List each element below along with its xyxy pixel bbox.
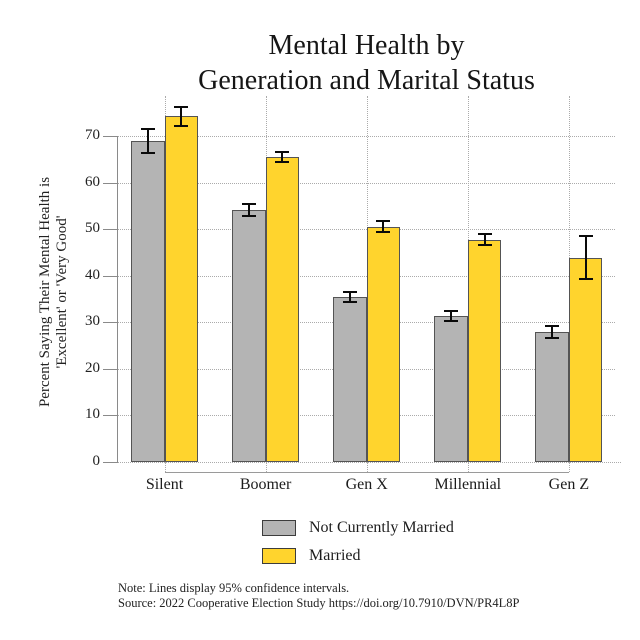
error-bar-cap-top (275, 151, 289, 153)
error-bar-cap-bottom (242, 215, 256, 217)
y-tick-label-10: 10 (85, 406, 100, 423)
x-tick-4 (569, 462, 570, 472)
x-tick-label-silent: Silent (145, 476, 184, 493)
error-bar-cap-top (141, 128, 155, 130)
y-tick-70 (103, 136, 118, 137)
legend (262, 520, 454, 576)
x-tick-label-millennial: Millennial (434, 476, 502, 493)
error-bar-cap-top (545, 325, 559, 327)
bar-not-currently-married-boomer (232, 210, 266, 462)
y-tick-label-20: 20 (85, 359, 100, 376)
error-bar-cap-bottom (478, 244, 492, 246)
error-bar-cap-top (174, 106, 188, 108)
y-tick-label-60: 60 (85, 173, 100, 190)
x-tick-0 (165, 462, 166, 472)
legend-swatch-not-married (262, 520, 296, 536)
error-bar-line (585, 236, 587, 279)
error-bar-cap-top (478, 233, 492, 235)
bar-married-gen-x (367, 227, 401, 462)
y-tick-label-0: 0 (92, 453, 100, 469)
y-tick-label-70: 70 (85, 127, 100, 144)
error-bar-cap-top (579, 235, 593, 237)
y-tick-40 (103, 276, 118, 277)
x-tick-1 (266, 462, 267, 472)
error-bar-cap-top (343, 291, 357, 293)
x-tick-label-gen-x: Gen X (345, 476, 388, 493)
y-tick-label-50: 50 (85, 220, 100, 237)
chart-title-line1: Mental Health by (268, 30, 465, 61)
error-bar-cap-top (242, 203, 256, 205)
error-bar-cap-bottom (376, 231, 390, 233)
bar-married-millennial (468, 240, 502, 462)
y-tick-10 (103, 415, 118, 416)
chart-title (118, 28, 615, 98)
bar-not-currently-married-millennial (434, 316, 468, 462)
x-tick-label-boomer: Boomer (239, 476, 292, 493)
y-tick-50 (103, 229, 118, 230)
error-bar-cap-bottom (579, 278, 593, 280)
error-bar-cap-top (376, 220, 390, 222)
error-bar-line (147, 129, 149, 154)
error-bar-cap-top (444, 310, 458, 312)
y-axis-line (117, 136, 118, 462)
y-tick-20 (103, 369, 118, 370)
error-bar-cap-bottom (444, 320, 458, 322)
legend-item-not-married (262, 520, 454, 535)
chart-title-line2: Generation and Marital Status (198, 65, 535, 96)
legend-label-not-married: Not Currently Married (309, 518, 454, 536)
error-bar-cap-bottom (174, 125, 188, 127)
y-tick-label-40: 40 (85, 266, 100, 283)
x-tick-label-gen-z: Gen Z (548, 476, 590, 493)
legend-item-married (262, 548, 454, 563)
error-bar-cap-bottom (545, 337, 559, 339)
x-tick-3 (468, 462, 469, 472)
bar-not-currently-married-gen-x (333, 297, 367, 462)
bar-married-silent (165, 116, 199, 462)
bar-not-currently-married-silent (131, 141, 165, 462)
bar-married-boomer (266, 157, 300, 462)
error-bar-line (180, 107, 182, 126)
x-axis-line (165, 472, 569, 473)
y-tick-30 (103, 322, 118, 323)
legend-label-married: Married (309, 546, 361, 564)
y-tick-label-30: 30 (85, 313, 100, 330)
legend-swatch-married (262, 548, 296, 564)
x-tick-2 (367, 462, 368, 472)
footnote-source: Source: 2022 Cooperative Election Study https://doi.org/10.7910/DVN/PR4L8P (118, 596, 520, 610)
footnotes (118, 581, 520, 611)
y-tick-0 (103, 462, 118, 463)
y-axis-label-line2: 'Excellent' or 'Very Good' (54, 215, 70, 369)
zero-gridline (118, 462, 621, 463)
error-bar-cap-bottom (343, 301, 357, 303)
bar-married-gen-z (569, 258, 603, 462)
bar-not-currently-married-gen-z (535, 332, 569, 462)
plot-area (85, 96, 615, 493)
error-bar-cap-bottom (275, 161, 289, 163)
y-axis-label-line1: Percent Saying Their Mental Health is (37, 176, 53, 408)
error-bar-cap-bottom (141, 152, 155, 154)
footnote-note: Note: Lines display 95% confidence intervals. (118, 581, 350, 595)
y-tick-60 (103, 183, 118, 184)
